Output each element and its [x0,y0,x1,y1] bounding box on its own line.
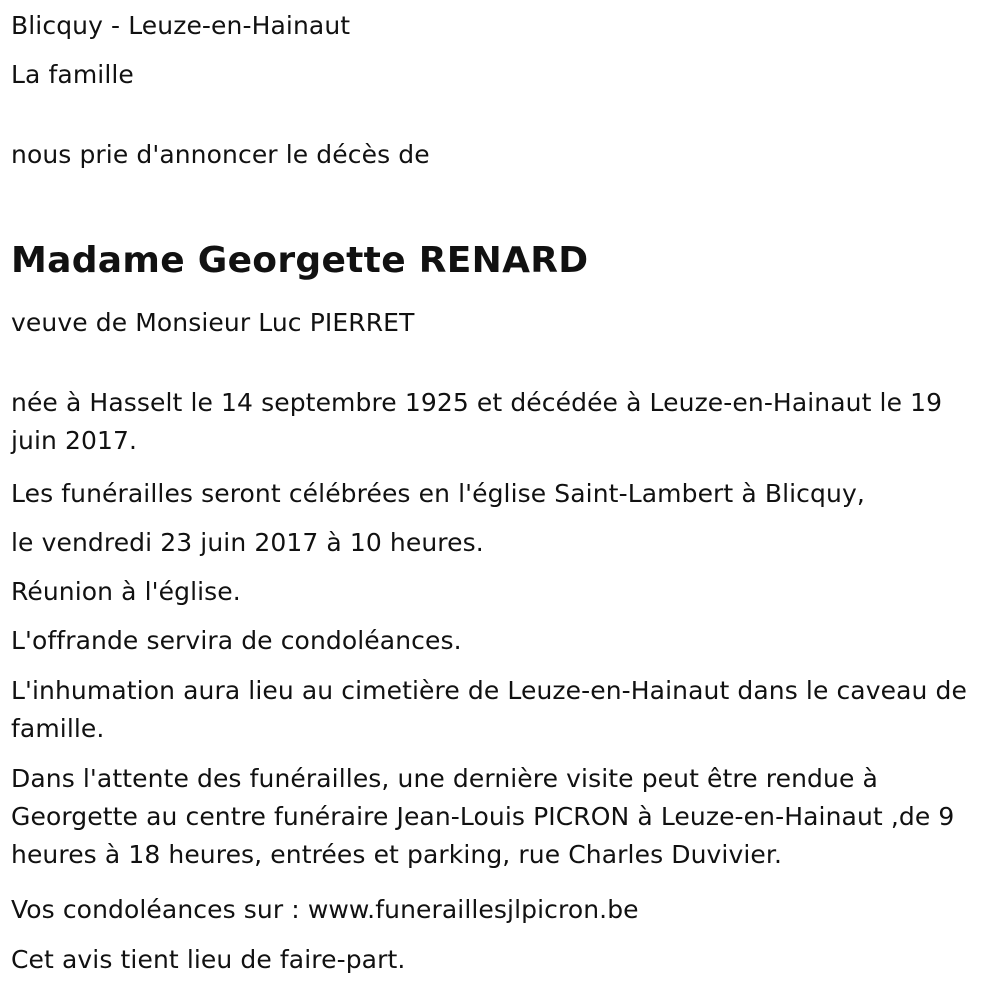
burial-text: L'inhumation aura lieu au cimetière de Leuze-en-Hainaut dans le caveau de famille. [11,676,967,743]
visit-text: Dans l'attente des funérailles, une dernière visite peut être rendue à Georgette au centre funéraire Jean-Louis PICRON à Leuze-en-Hainaut ,de 9 heures à 18 heures, entrées et parking, rue Charles Duvivier. [11,764,955,869]
notice-text: Cet avis tient lieu de faire-part. [11,945,406,974]
birth-death-text: née à Hasselt le 14 septembre 1925 et décédée à Leuze-en-Hainaut le 19 juin 2017. [11,388,943,455]
family-text: La famille [11,60,134,89]
funeral-time-text: le vendredi 23 juin 2017 à 10 heures. [11,528,484,557]
spouse-text: veuve de Monsieur Luc PIERRET [11,308,415,337]
location-text: Blicquy - Leuze-en-Hainaut [11,11,351,40]
meeting-text: Réunion à l'église. [11,577,241,606]
offering-text: L'offrande servira de condoléances. [11,626,462,655]
funeral-place-text: Les funérailles seront célébrées en l'église Saint-Lambert à Blicquy, [11,479,865,508]
condolences-text: Vos condoléances sur : www.funeraillesjlpicron.be [11,895,639,924]
announcement-text: nous prie d'annoncer le décès de [11,140,430,169]
deceased-name: Madame Georgette RENARD [11,240,589,282]
